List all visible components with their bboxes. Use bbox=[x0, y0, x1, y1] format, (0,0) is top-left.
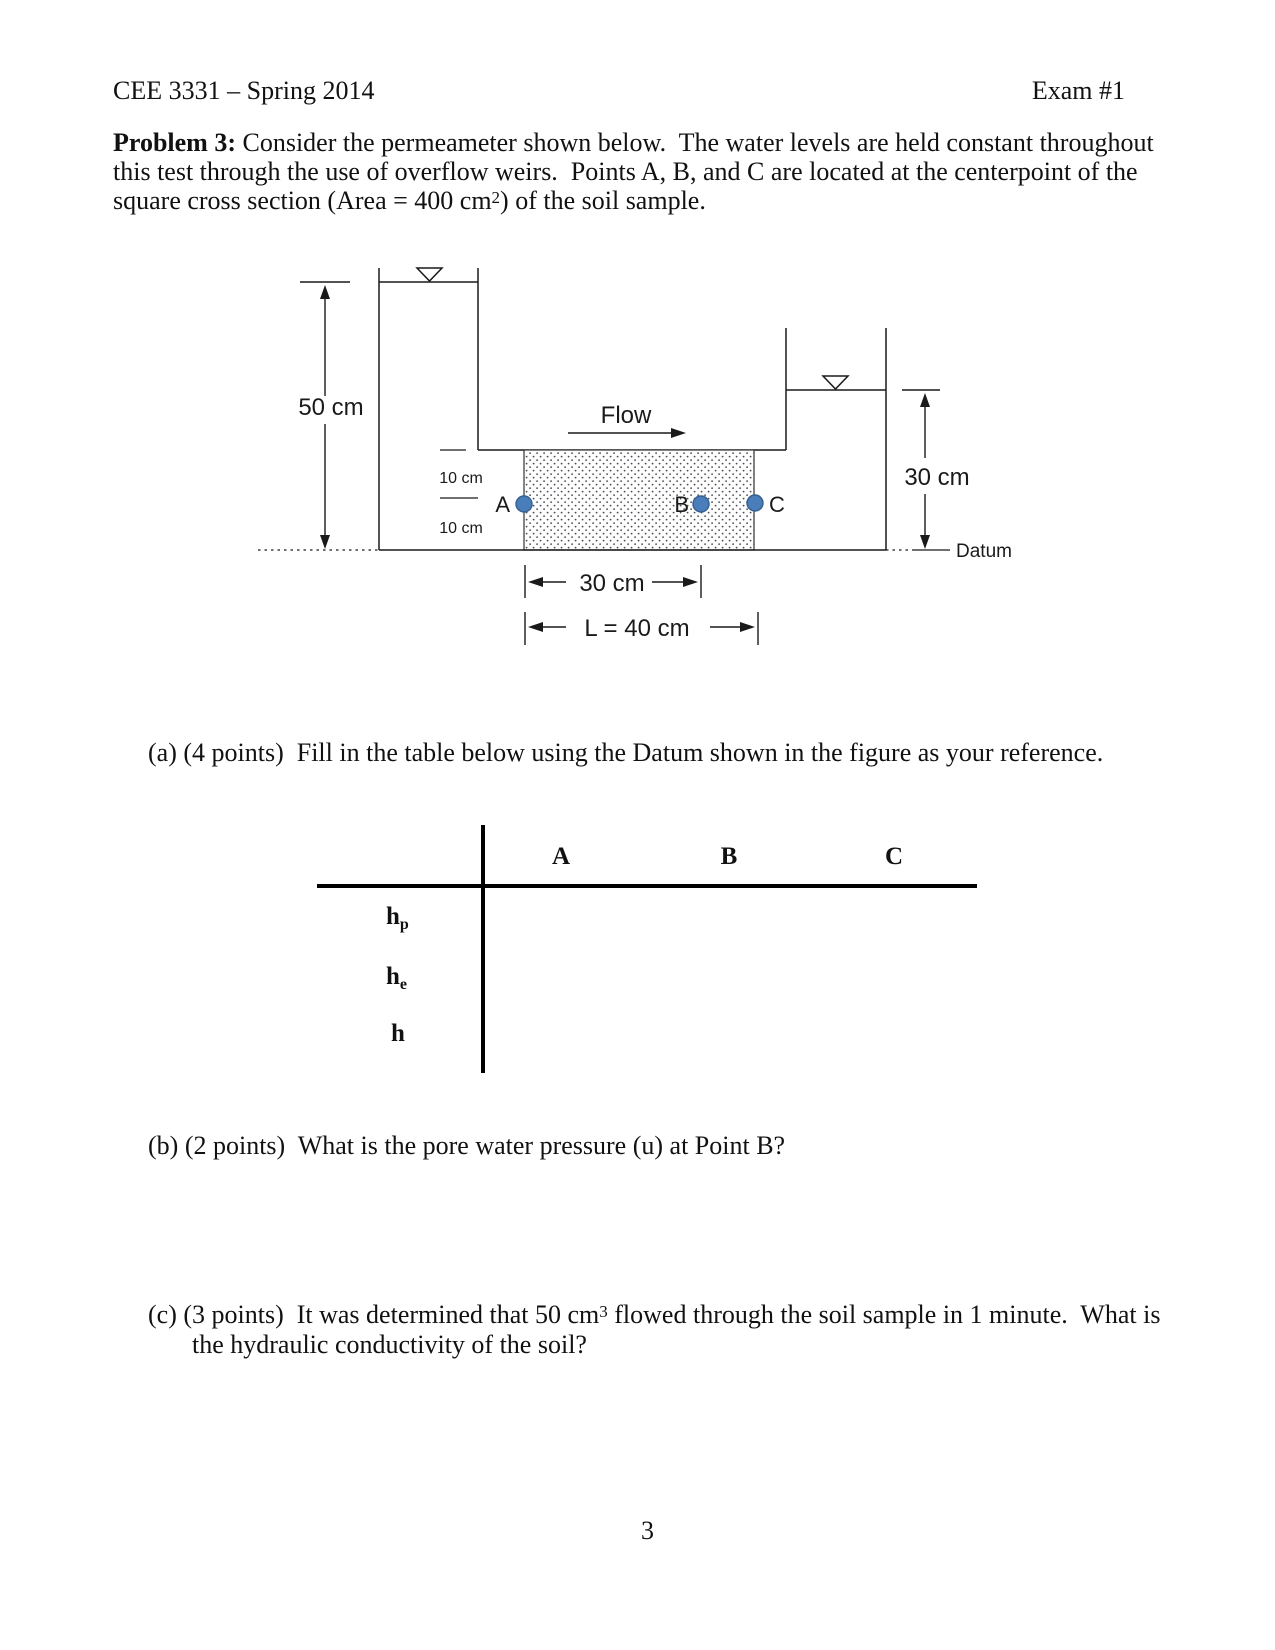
right-reservoir bbox=[786, 328, 886, 550]
point-b-label: B bbox=[674, 492, 689, 517]
table-column-c: C bbox=[884, 843, 904, 870]
point-a-label: A bbox=[495, 492, 510, 517]
table-column-a: A bbox=[551, 843, 571, 870]
row-label-sub: p bbox=[399, 916, 409, 933]
question-b: (b) (2 points) What is the pore water pressure (u) at Point B? bbox=[148, 1131, 786, 1160]
table-row-label-h bbox=[391, 1020, 405, 1048]
problem-text-1: Consider the permeameter shown below. The water levels are held constant throughout this test through the use of overflow weirs. Points A, B, and C are located at the centerpoint of the square cross section (Area = 400 cm bbox=[113, 128, 1154, 215]
left-height-label: 50 cm bbox=[298, 394, 364, 421]
arrow-left-icon bbox=[528, 622, 543, 632]
arrow-down-icon bbox=[320, 535, 330, 549]
problem-text-2: ) of the soil sample. bbox=[500, 186, 706, 215]
problem-label: Problem 3: bbox=[113, 128, 236, 157]
question-c bbox=[148, 1300, 1194, 1360]
arrow-right-icon bbox=[683, 577, 698, 587]
point-c-label: C bbox=[769, 492, 785, 517]
point-b-marker bbox=[693, 496, 709, 512]
page-number: 3 bbox=[641, 1516, 654, 1545]
table-horizontal-rule bbox=[317, 884, 977, 888]
permeameter-diagram bbox=[0, 0, 1275, 700]
question-a: (a) (4 points) Fill in the table below using the Datum shown in the figure as your reference. bbox=[148, 738, 1104, 767]
course-header: CEE 3331 – Spring 2014 bbox=[113, 76, 375, 105]
lower-10cm-label: 10 cm bbox=[439, 520, 483, 537]
question-c-text-2: flowed through the soil sample in 1 minute. What is the hydraulic conductivity of the soil? bbox=[192, 1300, 1161, 1359]
table-row-label-he bbox=[386, 963, 407, 991]
table-row-label-hp bbox=[386, 903, 409, 931]
problem-area-exponent: 2 bbox=[491, 188, 501, 207]
row-label-base: h bbox=[391, 1020, 405, 1047]
arrow-down-icon bbox=[920, 535, 930, 549]
sample-width-label: 30 cm bbox=[579, 570, 645, 597]
table-column-b: B bbox=[720, 843, 738, 870]
row-label-sub: e bbox=[399, 976, 408, 993]
question-c-text-1: (c) (3 points) It was determined that 50 cm bbox=[148, 1300, 600, 1329]
row-label-base: h bbox=[386, 903, 400, 930]
question-c-exponent: 3 bbox=[599, 1302, 608, 1321]
table-vertical-rule bbox=[481, 825, 485, 1073]
left-reservoir bbox=[379, 268, 478, 550]
row-label-base: h bbox=[386, 963, 400, 990]
right-height-label: 30 cm bbox=[904, 464, 970, 491]
point-c-marker bbox=[747, 495, 763, 511]
arrow-left-icon bbox=[528, 577, 543, 587]
arrow-up-icon bbox=[920, 393, 930, 407]
sample-length-label: L = 40 cm bbox=[584, 615, 690, 642]
water-level-icon bbox=[417, 268, 442, 281]
point-a-marker bbox=[516, 496, 532, 512]
arrow-right-icon bbox=[740, 622, 755, 632]
soil-sample bbox=[524, 450, 754, 550]
arrow-up-icon bbox=[320, 285, 330, 299]
exam-number-header: Exam #1 bbox=[1031, 76, 1125, 105]
upper-10cm-label: 10 cm bbox=[439, 470, 483, 487]
flow-label: Flow bbox=[600, 402, 652, 429]
flow-arrow-icon bbox=[671, 428, 686, 438]
datum-label: Datum bbox=[956, 541, 1012, 562]
water-level-icon bbox=[823, 376, 848, 389]
